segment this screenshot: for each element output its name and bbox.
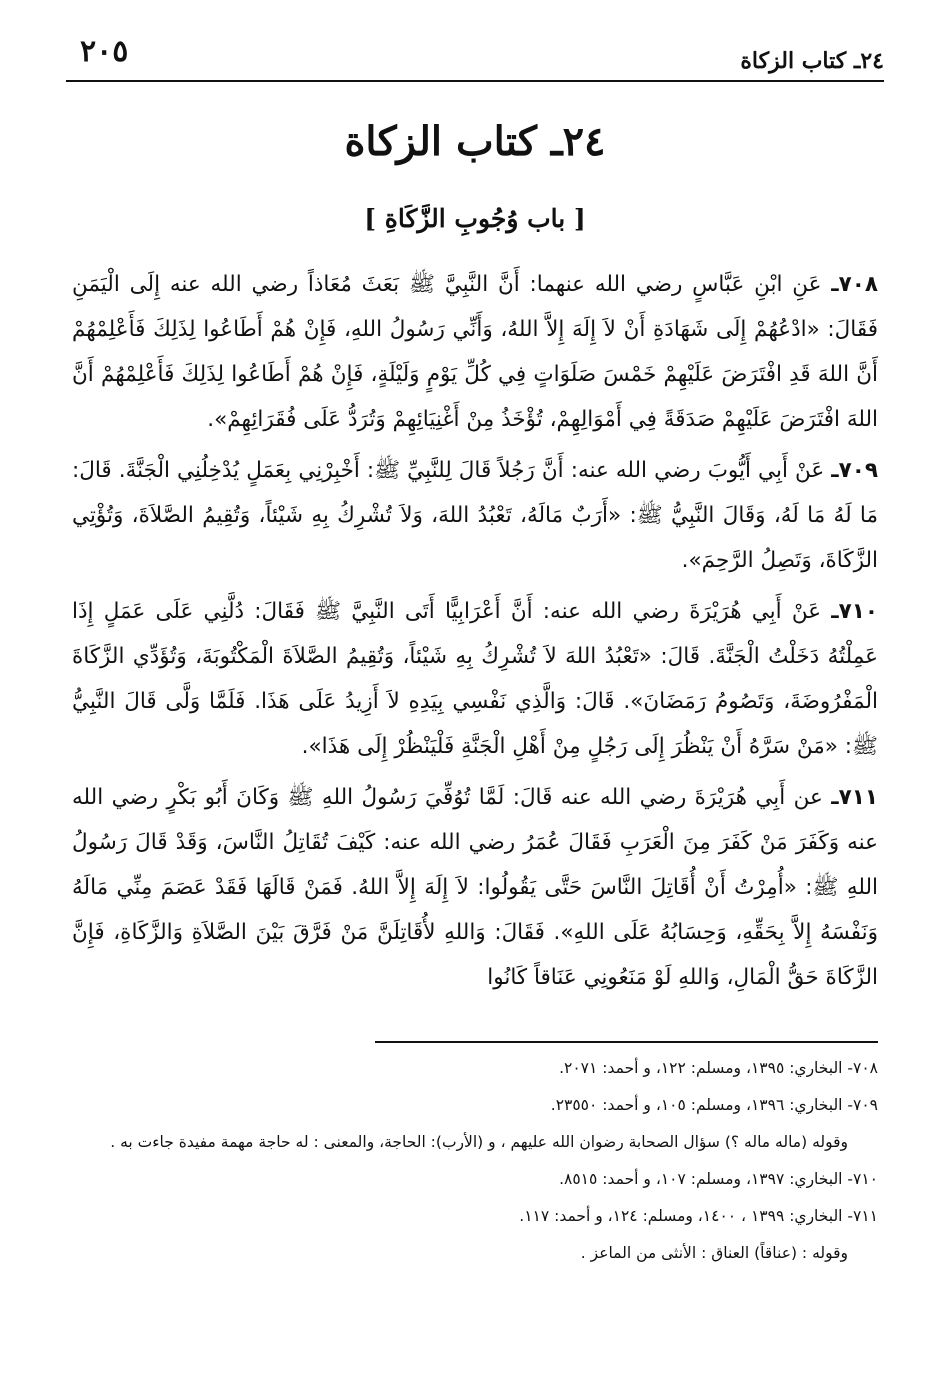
footnote: ٧٠٩- البخاري: ١٣٩٦، ومسلم: ١٠٥، و أحمد: ٢٣٥٥٠.: [550, 1096, 878, 1114]
header-divider: [66, 80, 884, 82]
section-title: [ باب وُجُوبِ الزَّكَاةِ ]: [364, 204, 586, 233]
footnote: ٧٠٨- البخاري: ١٣٩٥، ومسلم: ١٢٢، و أحمد: ٢٠٧١.: [559, 1059, 878, 1077]
hadith-number: ٧٠٩ـ: [831, 458, 878, 483]
chapter-title: ٢٤ـ كتاب الزكاة: [344, 118, 606, 165]
footnote-gloss: وقوله : (عناقاً) العناق : الأنثى من الماعز .: [580, 1244, 848, 1262]
footnote-gloss: وقوله (ماله ماله ؟) سؤال الصحابة رضوان الله عليهم ، و (الأرب): الحاجة، والمعنى : له حاجة مهمة مفيدة جاءت به .: [110, 1133, 848, 1151]
hadith-paragraph: [72, 448, 878, 583]
hadith-number: ٧١٠ـ: [831, 599, 878, 624]
hadith-paragraph: [72, 262, 878, 442]
hadith-paragraph: [72, 775, 878, 1000]
running-title: ٢٤ـ كتاب الزكاة: [740, 48, 884, 74]
hadith-text: عَنِ ابْنِ عَبَّاسٍ رضي الله عنهما: أَنَّ النَّبِيَّ ﷺ بَعَثَ مُعَاذاً رضي الله عنه إِلَى الْيَمَنِ فَقَالَ: «ادْعُهُمْ إِلَى شَهَادَةِ أَنْ لاَ إِلَهَ إِلاَّ اللهُ، وَأَنِّي رَسُولُ اللهِ، فَإِنْ هُمْ أَطَاعُوا لِذَلِكَ فَأَعْلِمْهُمْ أَنَّ اللهَ قَدِ افْتَرَضَ عَلَيْهِمْ خَمْسَ صَلَوَاتٍ فِي كُلِّ يَوْمٍ وَلَيْلَةٍ، فَإِنْ هُمْ أَطَاعُوا لِذَلِكَ فَأَعْلِمْهُمْ أَنَّ اللهَ افْتَرَضَ عَلَيْهِمْ صَدَقَةً فِي أَمْوَالِهِمْ، تُؤْخَذُ مِنْ أَغْنِيَائِهِمْ وَتُرَدُّ عَلَى فُقَرَائِهِمْ».: [72, 272, 878, 432]
running-header: [66, 34, 884, 74]
hadith-number: ٧١١ـ: [831, 785, 878, 810]
footnote: ٧١٠- البخاري: ١٣٩٧، ومسلم: ١٠٧، و أحمد: ٨٥١٥.: [559, 1170, 878, 1188]
footnote-divider: [375, 1041, 878, 1043]
hadith-body: [72, 262, 878, 1006]
footnotes: [72, 1050, 878, 1272]
hadith-text: عَنْ أَبِي هُرَيْرَةَ رضي الله عنه: أَنَّ أَعْرَابِيًّا أَتَى النَّبِيَّ ﷺ فَقَالَ: دُلَّنِي عَلَى عَمَلٍ إِذَا عَمِلْتُهُ دَخَلْتُ الْجَنَّةَ. قَالَ: «تَعْبُدُ اللهَ لاَ تُشْرِكُ بِهِ شَيْئاً، وَتُقِيمُ الصَّلاَةَ الْمَكْتُوبَةَ، وَتُؤَدِّي الزَّكَاةَ الْمَفْرُوضَةَ، وَتَصُومُ رَمَضَانَ». قَالَ: وَالَّذِي نَفْسِي بِيَدِهِ لاَ أَزِيدُ عَلَى هَذَا. فَلَمَّا وَلَّى قَالَ النَّبِيُّ ﷺ: «مَنْ سَرَّهُ أَنْ يَنْظُرَ إِلَى رَجُلٍ مِنْ أَهْلِ الْجَنَّةِ فَلْيَنْظُرْ إِلَى هَذَا».: [72, 599, 878, 759]
page-number: ٢٠٥: [80, 34, 129, 69]
hadith-text: عَنْ أَبِي أَيُّوبَ رضي الله عنه: أَنَّ رَجُلاً قَالَ لِلنَّبِيِّ ﷺ: أَخْبِرْنِي بِعَمَلٍ يُدْخِلُنِي الْجَنَّةَ. قَالَ: مَا لَهُ مَا لَهُ، وَقَالَ النَّبِيُّ ﷺ: «أَرَبٌ مَالَهُ، تَعْبُدُ اللهَ، وَلاَ تُشْرِكُ بِهِ شَيْئاً، وَتُقِيمُ الصَّلاَةَ، وَتُؤْتِي الزَّكَاةَ، وَتَصِلُ الرَّحِمَ».: [72, 458, 878, 573]
footnote: ٧١١- البخاري: ١٣٩٩ ، ١٤٠٠، ومسلم: ١٢٤، و أحمد: ١١٧.: [519, 1207, 878, 1225]
hadith-text: عن أَبِي هُرَيْرَةَ رضي الله عنه قَالَ: لَمَّا تُوُفِّيَ رَسُولُ اللهِ ﷺ وَكَانَ أَبُو بَكْرٍ رضي الله عنه وَكَفَرَ مَنْ كَفَرَ مِنَ الْعَرَبِ فَقَالَ عُمَرُ رضي الله عنه: كَيْفَ تُقَاتِلُ النَّاسَ، وَقَدْ قَالَ رَسُولُ اللهِ ﷺ: «أُمِرْتُ أَنْ أُقَاتِلَ النَّاسَ حَتَّى يَقُولُوا: لاَ إِلَهَ إِلاَّ اللهُ. فَمَنْ قَالَهَا فَقَدْ عَصَمَ مِنِّي مَالَهُ وَنَفْسَهُ إِلاَّ بِحَقِّهِ، وَحِسَابُهُ عَلَى اللهِ». فَقَالَ: وَاللهِ لأُقَاتِلَنَّ مَنْ فَرَّقَ بَيْنَ الصَّلاَةِ وَالزَّكَاةِ، فَإِنَّ الزَّكَاةَ حَقُّ الْمَالِ، وَاللهِ لَوْ مَنَعُونِي عَنَاقاً كَانُوا: [72, 785, 878, 990]
hadith-paragraph: [72, 589, 878, 769]
hadith-number: ٧٠٨ـ: [831, 272, 878, 297]
